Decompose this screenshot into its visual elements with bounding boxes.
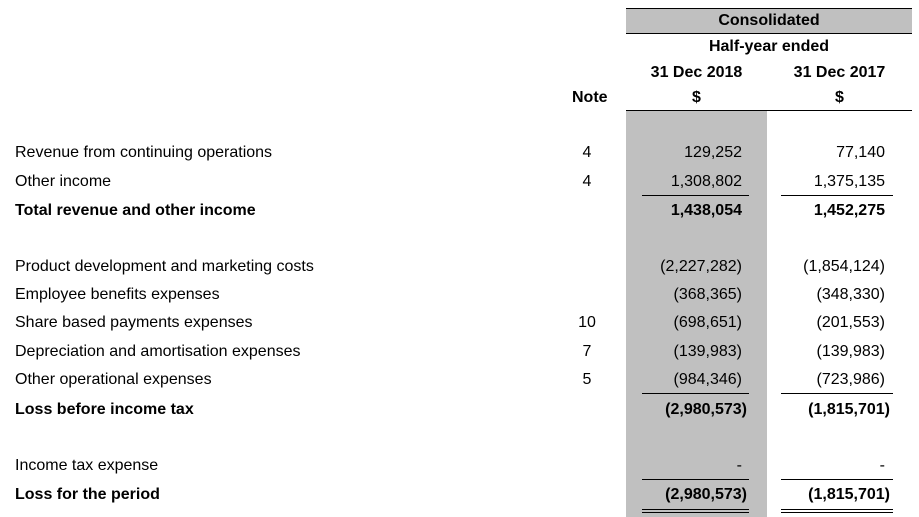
row-value-current-total: (2,980,573) [665, 486, 747, 503]
row-label: Share based payments expenses [15, 314, 253, 331]
row-value-current: (139,983) [673, 343, 742, 360]
row-note: 5 [582, 371, 592, 388]
row-value-current: 129,252 [684, 144, 742, 161]
subtotal-rule-prior [781, 393, 893, 394]
row-label: Depreciation and amortisation expenses [15, 343, 301, 360]
row-value-prior: (139,983) [816, 343, 885, 360]
row-label: Other operational expenses [15, 371, 212, 388]
period-heading: Half-year ended [708, 38, 830, 55]
row-note: 10 [578, 314, 596, 331]
row-value-prior-total: (1,815,701) [808, 401, 890, 418]
double-rule-prior-1 [781, 509, 893, 510]
row-label-total: Loss before income tax [15, 401, 194, 418]
subtotal-rule-current [642, 195, 749, 196]
row-value-current: (368,365) [673, 286, 742, 303]
row-value-current-total: 1,438,054 [670, 202, 742, 219]
row-value-prior-total: (1,815,701) [808, 486, 890, 503]
row-label: Revenue from continuing operations [15, 144, 273, 161]
row-value-current: (698,651) [673, 314, 742, 331]
row-value-prior: (348,330) [816, 286, 885, 303]
row-note: 7 [582, 343, 592, 360]
row-note: 4 [582, 144, 592, 161]
double-rule-current-1 [642, 509, 749, 510]
row-value-current-total: (2,980,573) [665, 401, 747, 418]
row-value-current: (984,346) [673, 371, 742, 388]
header-rule-top [626, 8, 912, 9]
row-value-prior: (1,854,124) [803, 258, 885, 275]
column-heading-prior: 31 Dec 2017 [793, 64, 886, 81]
row-label-total: Loss for the period [15, 486, 160, 503]
row-value-current: - [736, 457, 742, 474]
column-heading-current: 31 Dec 2018 [650, 64, 743, 81]
header-rule-bottom [626, 110, 912, 111]
double-rule-prior-2 [781, 512, 893, 513]
currency-prior: $ [835, 89, 844, 106]
subtotal-rule-prior [781, 195, 893, 196]
subtotal-rule-current [642, 393, 749, 394]
row-note: 4 [582, 173, 592, 190]
double-rule-current-2 [642, 512, 749, 513]
row-value-prior-total: 1,452,275 [813, 202, 885, 219]
currency-current: $ [692, 89, 701, 106]
row-value-prior: (201,553) [816, 314, 885, 331]
row-value-current: (2,227,282) [660, 258, 742, 275]
row-value-current: 1,308,802 [670, 173, 742, 190]
row-label: Product development and marketing costs [15, 258, 314, 275]
final-rule-prior [781, 479, 893, 480]
row-value-prior: - [879, 457, 885, 474]
header-rule-consolidated [626, 33, 912, 34]
consolidated-heading: Consolidated [718, 12, 820, 29]
row-label: Income tax expense [15, 457, 159, 474]
row-label: Other income [15, 173, 112, 190]
row-value-prior: (723,986) [816, 371, 885, 388]
row-label: Employee benefits expenses [15, 286, 220, 303]
final-rule-current [642, 479, 749, 480]
row-label-total: Total revenue and other income [15, 202, 256, 219]
note-heading: Note [572, 89, 608, 106]
row-value-prior: 77,140 [836, 144, 885, 161]
row-value-prior: 1,375,135 [813, 173, 885, 190]
